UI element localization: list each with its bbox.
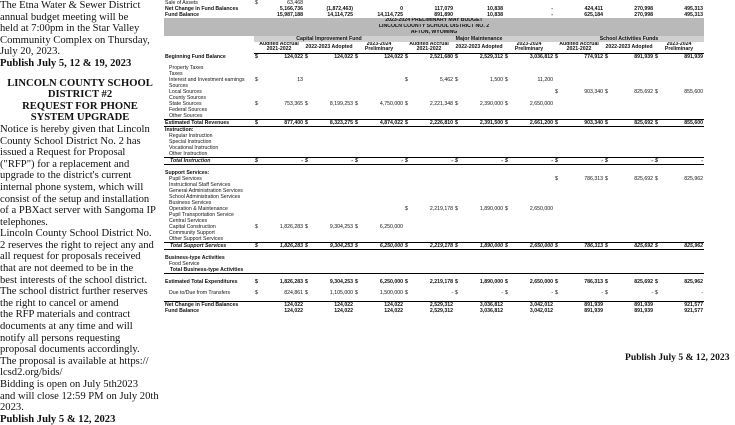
notice-line: best interests of the school district. [0, 274, 148, 286]
currency-sign: $ [355, 100, 358, 107]
title-line: 2023-2024 PRELIMINARY MAY BUDGET [164, 18, 704, 24]
amount-cell: 891,939 [684, 53, 703, 60]
currency-sign: $ [604, 157, 610, 164]
column-header: Audited Accrual 2021-2022 [254, 42, 304, 53]
rfp-heading [0, 78, 160, 124]
amount-cell: 14,114,725 [327, 12, 353, 18]
amount-cell: 753,365 [284, 100, 303, 107]
amount-cell: 124,022 [384, 307, 403, 314]
title-line: AFTON, WYOMING [164, 30, 704, 36]
column-header-row [164, 42, 704, 53]
amount-cell: - [310, 157, 354, 164]
currency-sign: $ [405, 289, 408, 296]
row-label: Support Services: [165, 169, 210, 176]
amount-cell: 891,939 [584, 307, 603, 314]
column-header: Audited Accrual 2021-2022 [404, 42, 454, 53]
amount-cell: 1,500 [490, 76, 503, 83]
budget-row [164, 242, 704, 249]
currency-sign: $ [505, 278, 508, 285]
currency-sign: $ [505, 76, 508, 83]
row-label: Vocational Instruction [169, 144, 219, 151]
notice-line: internal phone system, which will [0, 181, 144, 193]
amount-cell: 124,022 [384, 53, 403, 60]
currency-sign: $ [454, 157, 460, 164]
amount-cell: 63,468 [287, 0, 303, 6]
amount-cell: 4,874,022 [360, 119, 404, 126]
amount-cell: 1,826,283 [279, 223, 303, 230]
amount-cell: 3,042,012 [529, 301, 553, 308]
row-label: Special Instruction [169, 138, 212, 145]
etna-notice [0, 0, 160, 58]
currency-sign: $ [255, 76, 258, 83]
currency-sign: $ [605, 53, 608, 60]
column-header: 2022-2023 Adopted [454, 42, 504, 53]
amount-cell: 124,022 [334, 53, 353, 60]
amount-cell: 4,750,000 [379, 100, 403, 107]
currency-sign: $ [655, 289, 658, 296]
currency-sign: $ [655, 88, 658, 95]
currency-sign: $ [355, 278, 358, 285]
row-label: School Administration Services [169, 193, 241, 200]
amount-cell: (1,872,463) [326, 6, 353, 12]
row-label: Regular Instruction [169, 132, 213, 139]
header-spacer [164, 42, 254, 53]
notice-line: of a PBXact server with Sangoma IP [0, 205, 156, 217]
amount-cell: 9,304,253 [329, 223, 353, 230]
amount-cell: 3,036,812 [479, 307, 503, 314]
notice-line: 2 reserves the right to reject any and [0, 239, 154, 251]
notice-line: Notice is hereby given that Lincoln [0, 123, 150, 135]
currency-sign: $ [455, 289, 458, 296]
amount-cell: 1,890,000 [479, 205, 503, 212]
amount-cell: 1,890,000 [479, 278, 503, 285]
currency-sign: $ [605, 175, 608, 182]
currency-sign: $ [255, 223, 258, 230]
amount-cell: 124,022 [334, 301, 353, 308]
amount-cell: 0 [400, 6, 403, 12]
row-label: Net Change in Fund Balances [165, 6, 239, 12]
row-label: Central Services [169, 217, 208, 224]
amount-cell: - [660, 157, 704, 164]
notice-line: proposal documents accordingly. [0, 344, 140, 356]
amount-cell: 2,529,312 [479, 53, 503, 60]
amount-cell: 786,313 [584, 278, 603, 285]
amount-cell: 5,462 [440, 76, 453, 83]
currency-sign: $ [554, 119, 560, 126]
currency-sign: $ [504, 157, 510, 164]
row-label: Beginning Fund Balance [165, 53, 226, 60]
amount-cell: 270,998 [634, 12, 653, 18]
row-label: Pupil Services [169, 175, 202, 182]
column-header: 2022-2023 Adopted [304, 42, 354, 53]
currency-sign: $ [355, 223, 358, 230]
amount-cell: 2,219,178 [429, 205, 453, 212]
row-label: Instruction: [165, 126, 194, 133]
amount-cell: 1,105,000 [329, 289, 353, 296]
amount-cell: 270,998 [634, 6, 653, 12]
amount-cell: - [701, 289, 703, 296]
amount-cell: 2,650,000 [510, 242, 554, 249]
currency-sign: $ [504, 119, 510, 126]
currency-sign: $ [655, 53, 658, 60]
amount-cell: - [460, 157, 504, 164]
amount-cell: 117,079 [434, 6, 453, 12]
notice-line: lcsd2.org/bids/ [0, 367, 63, 379]
notice-line: issued a Request for Proposal [0, 147, 126, 159]
amount-cell: 2,521,680 [429, 53, 453, 60]
amount-cell: 891,939 [584, 301, 603, 308]
amount-cell: 2,529,312 [429, 301, 453, 308]
row-label: Food Service [169, 260, 200, 267]
amount-cell: - [551, 12, 553, 18]
amount-cell: 786,313 [560, 242, 604, 249]
amount-cell: 6,250,000 [379, 223, 403, 230]
heading-line: SYSTEM UPGRADE [30, 112, 130, 124]
amount-cell: 124,022 [284, 301, 303, 308]
title-block [164, 18, 704, 53]
row-label: Estimated Total Revenues [164, 119, 254, 126]
amount-cell: 5,166,736 [279, 6, 303, 12]
amount-cell: 825,692 [610, 242, 654, 249]
notice-line: and will close 12:59 PM on July 20th [0, 390, 159, 402]
notice-line: the right to cancel or amend [0, 297, 119, 309]
currency-sign: $ [455, 205, 458, 212]
currency-sign: $ [405, 76, 408, 83]
amount-cell: 15,987,188 [277, 12, 303, 18]
currency-sign: $ [654, 157, 660, 164]
notice-line: Community Complex on Thursday, [0, 34, 150, 46]
currency-sign: $ [505, 289, 508, 296]
amount-cell: 825,692 [610, 119, 654, 126]
amount-cell: 2,650,000 [529, 100, 553, 107]
amount-cell: - [610, 157, 654, 164]
notice-line: July 20, 2023. [0, 46, 61, 58]
group-activities: School Activities Funds [554, 36, 704, 42]
etna-publish-line: Publish July 5, 12 & 19, 2023 [0, 57, 132, 69]
budget-rows [164, 53, 704, 314]
budget-row [164, 308, 704, 314]
heading-line: REQUEST FOR PHONE [22, 100, 138, 112]
rfp-body [0, 124, 160, 414]
currency-sign: $ [255, 0, 258, 6]
amount-cell: - [651, 289, 653, 296]
currency-sign: $ [255, 53, 258, 60]
amount-cell: 2,650,000 [529, 205, 553, 212]
amount-cell: 903,340 [584, 88, 603, 95]
amount-cell: 1,890,000 [460, 242, 504, 249]
currency-sign: $ [504, 242, 510, 249]
notice-line: that are not deemed to be in the [0, 263, 134, 275]
currency-sign: $ [305, 278, 308, 285]
row-label: State Sources [169, 100, 202, 107]
legal-notices-column [0, 0, 160, 425]
row-label: Fund Balance [165, 12, 200, 18]
notice-line: The proposal is available at https:// [0, 355, 149, 367]
currency-sign: $ [605, 278, 608, 285]
amount-cell: 124,022 [384, 301, 403, 308]
row-label: Interest and Investment earnings [169, 76, 245, 83]
currency-sign: $ [605, 289, 608, 296]
currency-sign: $ [405, 278, 408, 285]
currency-sign: $ [305, 53, 308, 60]
amount-cell: 9,304,253 [310, 242, 354, 249]
row-label: Property Taxes [169, 64, 204, 71]
column-header: Audited Accrual 2021-2022 [554, 42, 604, 53]
amount-cell: 424,411 [584, 6, 603, 12]
currency-sign: $ [554, 242, 560, 249]
rfp-publish-line: Publish July 5 & 12, 2023 [0, 413, 116, 425]
row-label: Community Support [169, 229, 215, 236]
currency-sign: $ [555, 175, 558, 182]
budget-sheet [164, 0, 704, 400]
currency-sign: $ [505, 53, 508, 60]
currency-sign: $ [405, 205, 408, 212]
row-label: Other Support Services [169, 235, 223, 242]
row-label: Total Instruction [164, 157, 254, 164]
amount-cell: - [551, 6, 553, 12]
row-label: Business-type Activities [165, 254, 225, 261]
currency-sign: $ [605, 88, 608, 95]
amount-cell: 2,650,000 [529, 278, 553, 285]
amount-cell: 10,838 [487, 12, 503, 18]
title-line: LINCOLN COUNTY SCHOOL DISTRICT NO. 2 [164, 24, 704, 30]
column-header: 2023-2024 Preliminary [654, 42, 704, 53]
amount-cell: - [601, 289, 603, 296]
amount-cell: - [510, 157, 554, 164]
notice-line: all request for proposals received [0, 251, 141, 263]
notice-line: documents at any time and will [0, 321, 133, 333]
amount-cell: 825,962 [684, 175, 703, 182]
heading-line: LINCOLN COUNTY SCHOOL [7, 77, 153, 89]
currency-sign: $ [454, 242, 460, 249]
amount-cell: 2,391,500 [460, 119, 504, 126]
currency-sign: $ [604, 242, 610, 249]
row-label: Sources [169, 82, 189, 89]
amount-cell: 2,390,000 [479, 100, 503, 107]
currency-sign: $ [405, 100, 408, 107]
currency-sign: $ [255, 278, 258, 285]
row-label: Business Services [169, 199, 212, 206]
currency-sign: $ [455, 100, 458, 107]
currency-sign: $ [304, 242, 310, 249]
row-label: General Administration Services [169, 187, 243, 194]
amount-cell: - [410, 157, 454, 164]
amount-cell: 625,184 [584, 12, 603, 18]
budget-row [164, 157, 704, 164]
row-label: Local Sources [169, 88, 202, 95]
amount-cell: 124,022 [284, 307, 303, 314]
currency-sign: $ [505, 100, 508, 107]
currency-sign: $ [354, 242, 360, 249]
amount-cell: 6,250,000 [360, 242, 404, 249]
currency-sign: $ [555, 289, 558, 296]
amount-cell: 1,826,283 [279, 278, 303, 285]
row-label: Due to/Due from Transfers [169, 289, 231, 296]
currency-sign: $ [655, 278, 658, 285]
amount-cell: 495,313 [684, 12, 703, 18]
notice-line: The school district further reserves [0, 286, 148, 298]
amount-cell: 786,313 [584, 175, 603, 182]
amount-cell: 124,022 [334, 307, 353, 314]
amount-cell: 921,577 [684, 307, 703, 314]
currency-sign: $ [355, 53, 358, 60]
currency-sign: $ [305, 289, 308, 296]
budget-table [164, 0, 704, 314]
row-label: Other Sources [169, 112, 203, 119]
group-capital: Capital Improvement Fund [254, 36, 404, 42]
amount-cell: 891,939 [634, 53, 653, 60]
row-label: Total Support Services [164, 242, 254, 249]
budget-row [164, 119, 704, 126]
notice-line: consist of the setup and installation [0, 193, 150, 205]
currency-sign: $ [304, 157, 310, 164]
currency-sign: $ [255, 289, 258, 296]
amount-cell: 825,962 [684, 278, 703, 285]
amount-cell: 3,036,812 [479, 301, 503, 308]
notice-line: the RFP materials and contract [0, 309, 131, 321]
currency-sign: $ [455, 53, 458, 60]
notice-line: County School District No. 2 has [0, 135, 141, 147]
column-header: 2023-2024 Preliminary [504, 42, 554, 53]
heading-line: DISTRICT #2 [47, 89, 113, 101]
row-label: Pupil Transportation Service [169, 211, 234, 218]
amount-cell: - [260, 157, 304, 164]
currency-sign: $ [654, 119, 660, 126]
row-label: Operation & Maintenance [169, 205, 228, 212]
amount-cell: 2,529,312 [429, 307, 453, 314]
currency-sign: $ [455, 278, 458, 285]
amount-cell: 124,022 [284, 53, 303, 60]
amount-cell: 824,861 [284, 289, 303, 296]
row-label: Instructional Staff Services [169, 181, 231, 188]
amount-cell: 1,500,000 [379, 289, 403, 296]
notice-line: held at 7:00pm in the Star Valley [0, 23, 140, 35]
notice-line: notify all persons requesting [0, 332, 121, 344]
amount-cell: 11,200 [537, 76, 553, 83]
currency-sign: $ [505, 205, 508, 212]
currency-sign: $ [455, 76, 458, 83]
row-label: Taxes [169, 70, 183, 77]
currency-sign: $ [405, 53, 408, 60]
row-label: Net Change in Fund Balances [165, 301, 239, 308]
amount-cell: 13 [297, 76, 303, 83]
amount-cell: 14,114,725 [377, 12, 403, 18]
currency-sign: $ [305, 100, 308, 107]
amount-cell: 1,826,283 [260, 242, 304, 249]
amount-cell: - [451, 289, 453, 296]
amount-cell: 877,400 [260, 119, 304, 126]
amount-cell: - [560, 157, 604, 164]
notice-line: Lincoln County School District No. [0, 228, 152, 240]
currency-sign: $ [454, 119, 460, 126]
amount-cell: 921,577 [684, 301, 703, 308]
notice-line: upgrade to the district's current [0, 170, 132, 182]
row-label: Fund Balance [165, 307, 200, 314]
amount-cell: 891,939 [634, 301, 653, 308]
budget-publish-line: Publish July 5 & 12, 2023 [625, 352, 730, 363]
currency-sign: $ [254, 119, 260, 126]
notice-line: Bidding is open on July 5th2023 [0, 379, 139, 390]
amount-cell: 825,692 [634, 88, 653, 95]
amount-cell: 2,219,178 [410, 242, 454, 249]
notice-line: telephones. [0, 216, 48, 228]
row-label: County Sources [169, 94, 206, 101]
group-maintenance: Major Maintenance [404, 36, 554, 42]
currency-sign: $ [404, 242, 410, 249]
currency-sign: $ [254, 242, 260, 249]
currency-sign: $ [555, 278, 558, 285]
row-label: Total Business-type Activities [170, 266, 244, 273]
currency-sign: $ [654, 242, 660, 249]
amount-cell: 855,600 [684, 88, 703, 95]
amount-cell: 825,692 [634, 175, 653, 182]
notice-line: 2023. [0, 402, 24, 414]
amount-cell: 495,313 [684, 6, 703, 12]
amount-cell: 903,340 [560, 119, 604, 126]
currency-sign: $ [554, 157, 560, 164]
currency-sign: $ [555, 53, 558, 60]
row-label: Federal Sources [169, 106, 208, 113]
amount-cell: 2,226,810 [410, 119, 454, 126]
currency-sign: $ [254, 157, 260, 164]
currency-sign: $ [555, 88, 558, 95]
amount-cell: 10,838 [487, 6, 503, 12]
amount-cell: 825,962 [660, 242, 704, 249]
currency-sign: $ [304, 119, 310, 126]
row-label: Estimated Total Expenditures [165, 278, 238, 285]
amount-cell: 3,042,012 [529, 307, 553, 314]
column-header: 2023-2024 Preliminary [354, 42, 404, 53]
notice-line: The Etna Water & Sewer District [0, 0, 141, 11]
currency-sign: $ [404, 119, 410, 126]
currency-sign: $ [354, 119, 360, 126]
row-label: Sale of Assets [165, 0, 198, 6]
amount-cell: 891,939 [634, 307, 653, 314]
amount-cell: 9,304,253 [329, 278, 353, 285]
notice-line: ("RFP") for a replacement and [0, 158, 130, 170]
amount-cell: 8,323,275 [310, 119, 354, 126]
amount-cell: 855,600 [660, 119, 704, 126]
currency-sign: $ [255, 100, 258, 107]
notice-line: annual budget meeting will be [0, 11, 129, 23]
amount-cell: 774,912 [584, 53, 603, 60]
currency-sign: $ [604, 119, 610, 126]
amount-cell: 825,692 [634, 278, 653, 285]
top-rows [164, 0, 704, 18]
currency-sign: $ [305, 223, 308, 230]
currency-sign: $ [355, 289, 358, 296]
currency-sign: $ [655, 175, 658, 182]
amount-cell: - [551, 289, 553, 296]
column-header: 2022-2023 Adopted [604, 42, 654, 53]
amount-cell: 2,219,178 [429, 278, 453, 285]
amount-cell: - [501, 289, 503, 296]
amount-cell: 2,661,200 [510, 119, 554, 126]
row-label: Capital Construction [169, 223, 216, 230]
amount-cell: - [360, 157, 404, 164]
amount-cell: 891,890 [434, 12, 453, 18]
currency-sign: $ [354, 157, 360, 164]
currency-sign: $ [404, 157, 410, 164]
amount-cell: 3,036,812 [529, 53, 553, 60]
amount-cell: 6,250,000 [379, 278, 403, 285]
amount-cell: 2,221,348 [429, 100, 453, 107]
row-label: Other Instruction [169, 150, 208, 157]
amount-cell: 8,199,253 [329, 100, 353, 107]
